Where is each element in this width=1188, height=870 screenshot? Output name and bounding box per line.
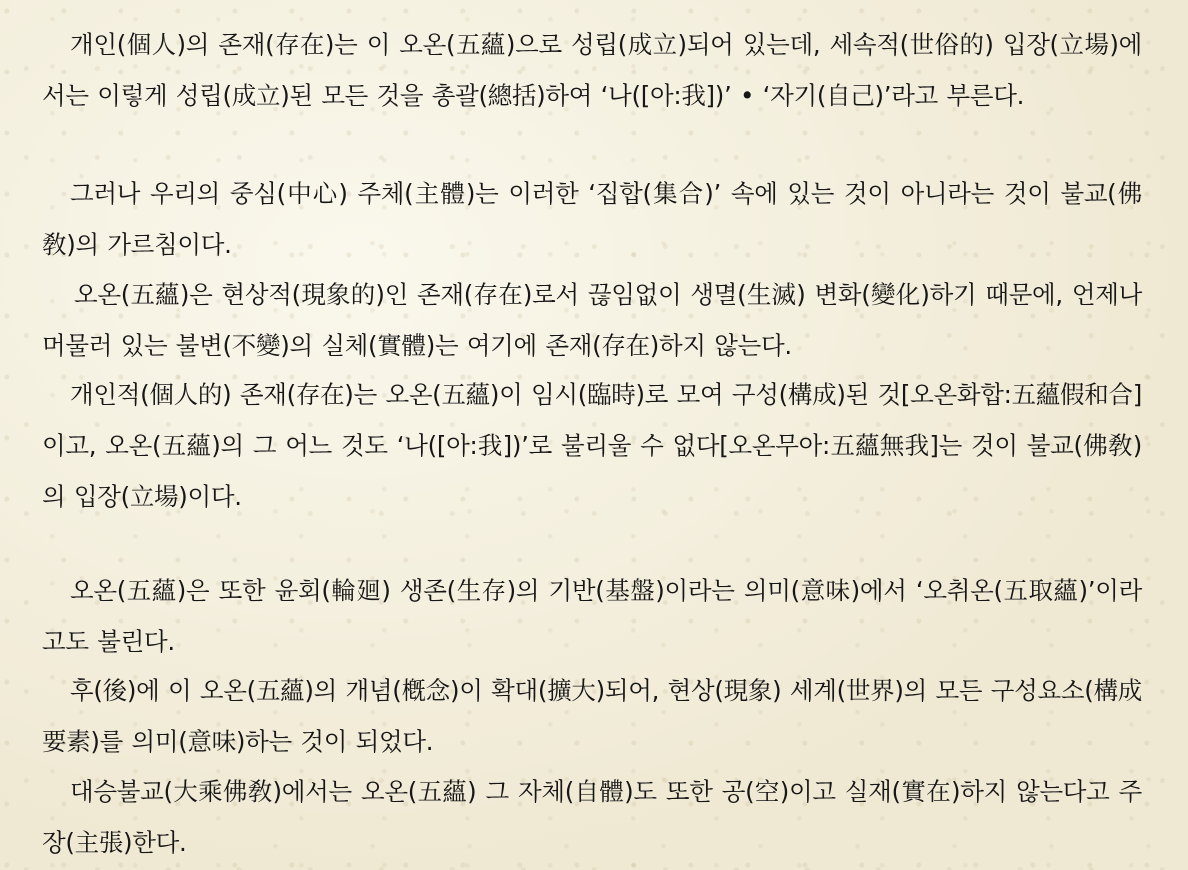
paragraph-impermanence: 오온(五蘊)은 현상적(現象的)인 존재(存在)로서 끊임없이 생멸(生滅) 변화(變化)하기 때문에, 언제나 머물러 있는 불변(不變)의 실체(實體)는 여기에 존재(存在)하지 않는다. [42, 280, 1142, 360]
paragraph-five-clinging-aggregates: 오온(五蘊)은 또한 윤회(輪廻) 생존(生存)의 기반(基盤)이라는 의미(意味)에서 ‘오취온(五取蘊)’이라고도 불린다. [42, 576, 1142, 656]
paragraph-individual-existence: 개인(個人)의 존재(存在)는 이 오온(五蘊)으로 성립(成立)되어 있는데, 세속적(世俗的) 입장(立場)에서는 이렇게 성립(成立)된 모든 것을 총괄(總括)하여 ‘나([아:我])’ • ‘자기(自己)’라고 부른다. [42, 30, 1142, 110]
paragraph-five-aggregates-no-self: 개인적(個人的) 존재(存在)는 오온(五蘊)이 임시(臨時)로 모여 구성(構成)된 것[오온화합:五蘊假和合]이고, 오온(五蘊)의 그 어느 것도 ‘나([아:我])’로 불리울 수 없다[오온무아:五蘊無我]는 것이 불교(佛敎)의 입장(立場)이다. [42, 380, 1142, 511]
paragraph-mahayana-view: 대승불교(大乘佛敎)에서는 오온(五蘊) 그 자체(自體)도 또한 공(空)이고 실재(實在)하지 않는다고 주장(主張)한다. [42, 777, 1142, 857]
paragraph-central-subject: 그러나 우리의 중심(中心) 주체(主體)는 이러한 ‘집합(集合)’ 속에 있는 것이 아니라는 것이 불교(佛敎)의 가르침이다. [42, 179, 1142, 259]
paragraph-expanded-concept: 후(後)에 이 오온(五蘊)의 개념(槪念)이 확대(擴大)되어, 현상(現象) 세계(世界)의 모든 구성요소(構成要素)를 의미(意味)하는 것이 되었다. [42, 676, 1142, 756]
